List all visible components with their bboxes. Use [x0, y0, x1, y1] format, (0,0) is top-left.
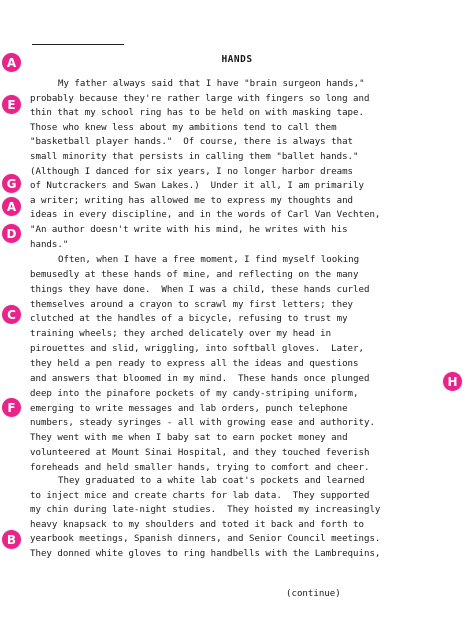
text-line: volunteered at Mount Sinai Hospital, and they touched feverish [30, 448, 370, 459]
text-line: pirouettes and slid, wriggling, into softball gloves. Later, [30, 344, 364, 355]
marker-e-circle: E [2, 95, 21, 114]
text-line: themselves around a crayon to scrawl my first letters; they [30, 299, 354, 310]
text-line: My father always said that I have "brain surgeon hands," [58, 79, 365, 89]
text-line: foreheads and held smaller hands, trying to comfort and cheer. [30, 462, 370, 473]
text-line: They went with me when I baby sat to earn pocket money and [30, 433, 348, 444]
text-line: Those who knew less about my ambitions tend to call them [30, 122, 337, 133]
page-title: HANDS [221, 54, 253, 65]
continue-label: (continue) [286, 589, 341, 599]
marker-g-circle: G [2, 174, 21, 193]
marker-f-circle: F [2, 398, 21, 417]
text-line: hands." [30, 239, 69, 250]
marker-d-circle: D [2, 224, 21, 243]
text-line: "basketball player hands." Of course, there is always that [30, 137, 354, 148]
text-line: They donned white gloves to ring handbells with the Lambrequins, [30, 549, 381, 559]
text-line: a writer; writing has allowed me to express my thoughts and [30, 195, 354, 206]
text-line: (Although I danced for six years, I no longer harbor dreams [30, 166, 354, 177]
text-line: yearbook meetings, Spanish dinners, and Senior Council meetings. [30, 534, 381, 545]
text-line: small minority that persists in calling them "ballet hands." [30, 152, 359, 162]
text-line: to inject mice and create charts for lab data. They supported [30, 490, 370, 501]
text-line: they held a pen ready to express all the ideas and questions [30, 358, 359, 369]
text-line: clutched at the handles of a bicycle, refusing to trust my [30, 314, 348, 325]
marker-a-circle: A [2, 197, 21, 216]
text-line: of Nutcrackers and Swan Lakes.) Under it all, I am primarily [30, 181, 364, 192]
text-line: deep into the pinafore pockets of my candy-striping uniform, [30, 388, 359, 399]
text-line: bemusedly at these hands of mine, and reflecting on the many [30, 269, 359, 280]
text-line: Often, when I have a free moment, I find myself looking [58, 255, 360, 265]
marker-a-circle: A [2, 53, 21, 72]
text-line: ideas in every discipline, and in the words of Carl Van Vechten, [30, 210, 381, 221]
text-line: things they have done. When I was a child, these hands curled [30, 284, 370, 295]
text-line: heavy knapsack to my shoulders and toted it back and forth to [30, 519, 364, 530]
marker-c-circle: C [2, 305, 21, 324]
text-line: probably because they're rather large with fingers so long and [30, 93, 370, 104]
header-rule [32, 44, 124, 45]
text-line: emerging to write messages and lab orders, punch telephone [30, 403, 348, 414]
text-line: training wheels; they arched delicately over my head in [30, 329, 332, 340]
text-line: They graduated to a white lab coat's pockets and learned [58, 476, 365, 486]
text-line: and answers that bloomed in my mind. These hands once plunged [30, 373, 370, 384]
marker-h-circle: H [443, 372, 462, 391]
text-line: "An author doesn't write with his mind, he writes with his [30, 225, 348, 235]
text-line: thin that my school ring has to be held on with masking tape. [30, 108, 364, 119]
text-line: my chin during late-night studies. They hoisted my increasingly [30, 505, 381, 516]
marker-b-circle: B [2, 530, 21, 549]
text-line: numbers, steady syringes - all with growing ease and authority. [30, 418, 375, 429]
